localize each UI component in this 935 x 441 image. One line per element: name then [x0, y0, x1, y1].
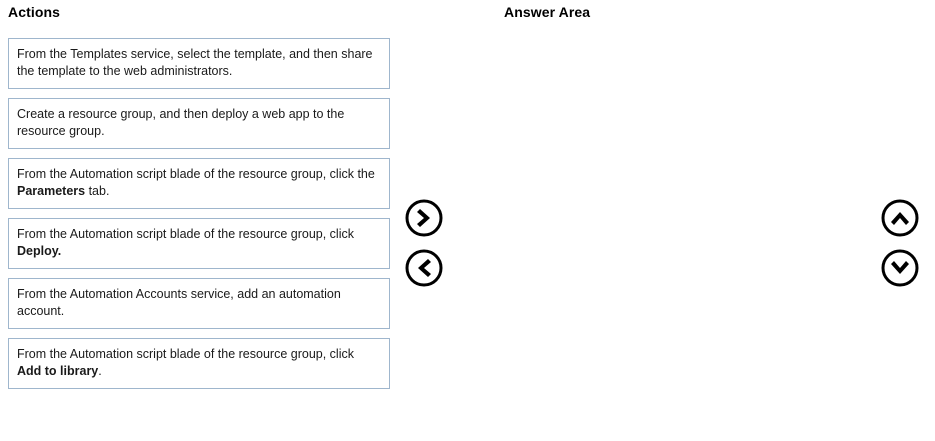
- action-card[interactable]: [8, 158, 390, 209]
- action-text: From the Automation script blade of the resource group, click: [17, 227, 354, 241]
- answer-area-dropzone[interactable]: [504, 38, 864, 418]
- actions-column-title: Actions: [8, 4, 61, 20]
- action-text-bold: Add to library: [17, 364, 99, 378]
- action-text-bold: Deploy.: [17, 244, 62, 258]
- move-controls: [404, 198, 444, 288]
- action-text: From the Automation script blade of the resource group, click the: [17, 167, 375, 181]
- action-card[interactable]: [8, 338, 390, 389]
- answer-area-title: Answer Area: [504, 4, 591, 20]
- action-text: From the Automation script blade of the resource group, click: [17, 347, 354, 361]
- action-card[interactable]: [8, 218, 390, 269]
- action-text-tail: .: [98, 364, 102, 378]
- action-text-bold: Parameters: [17, 184, 86, 198]
- move-right-icon[interactable]: [404, 198, 444, 238]
- move-up-icon[interactable]: [880, 198, 920, 238]
- action-text: From the Templates service, select the template, and then share the template to the web administrators.: [17, 47, 373, 78]
- move-left-icon[interactable]: [404, 248, 444, 288]
- action-text: From the Automation Accounts service, add an automation account.: [17, 287, 341, 318]
- order-controls: [880, 198, 920, 288]
- action-card[interactable]: [8, 98, 390, 149]
- move-down-icon[interactable]: [880, 248, 920, 288]
- action-text-tail: tab.: [85, 184, 110, 198]
- action-card[interactable]: [8, 278, 390, 329]
- action-text: Create a resource group, and then deploy a web app to the resource group.: [17, 107, 345, 138]
- action-card[interactable]: [8, 38, 390, 89]
- actions-list: [8, 38, 390, 398]
